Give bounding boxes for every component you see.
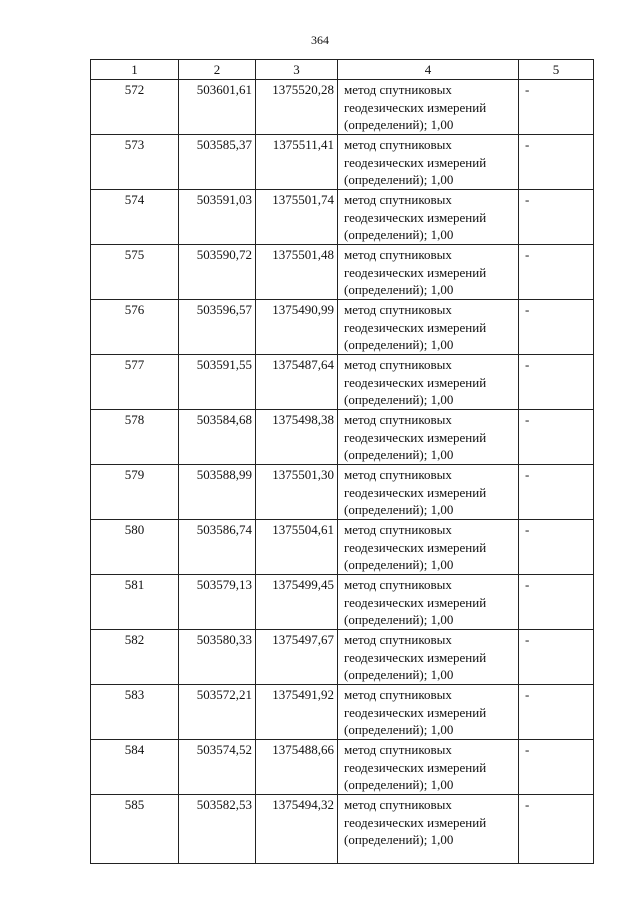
column-header: 3: [256, 60, 338, 80]
x-coordinate-cell: 503580,33: [179, 630, 256, 685]
method-cell: метод спутниковых геодезических измерений (определений); 1,00: [338, 520, 519, 575]
table-row: [91, 190, 594, 245]
y-coordinate-cell: 1375491,92: [256, 685, 338, 740]
x-coordinate-cell: 503585,37: [179, 135, 256, 190]
point-number-cell: 572: [91, 80, 179, 135]
note-cell: -: [519, 410, 594, 465]
y-coordinate-cell: 1375487,64: [256, 355, 338, 410]
table-row: [91, 685, 594, 740]
note-cell: -: [519, 685, 594, 740]
table-header-row: [91, 60, 594, 80]
note-cell: -: [519, 80, 594, 135]
y-coordinate-cell: 1375488,66: [256, 740, 338, 795]
point-number-cell: 575: [91, 245, 179, 300]
note-cell: -: [519, 740, 594, 795]
note-cell: -: [519, 355, 594, 410]
method-cell: метод спутниковых геодезических измерений (определений); 1,00: [338, 300, 519, 355]
point-number-cell: 585: [91, 795, 179, 864]
note-cell: -: [519, 190, 594, 245]
method-cell: метод спутниковых геодезических измерений (определений); 1,00: [338, 245, 519, 300]
method-cell: метод спутниковых геодезических измерений (определений); 1,00: [338, 410, 519, 465]
point-number-cell: 576: [91, 300, 179, 355]
table-row: [91, 575, 594, 630]
table-row: [91, 410, 594, 465]
page-number: 364: [311, 33, 329, 47]
table-row: [91, 795, 594, 864]
y-coordinate-cell: 1375511,41: [256, 135, 338, 190]
point-number-cell: 584: [91, 740, 179, 795]
note-cell: -: [519, 135, 594, 190]
point-number-cell: 580: [91, 520, 179, 575]
method-cell: метод спутниковых геодезических измерений (определений); 1,00: [338, 135, 519, 190]
x-coordinate-cell: 503582,53: [179, 795, 256, 864]
y-coordinate-cell: 1375501,48: [256, 245, 338, 300]
point-number-cell: 582: [91, 630, 179, 685]
method-cell: метод спутниковых геодезических измерений (определений); 1,00: [338, 630, 519, 685]
x-coordinate-cell: 503586,74: [179, 520, 256, 575]
method-cell: метод спутниковых геодезических измерений (определений); 1,00: [338, 465, 519, 520]
column-header: 4: [338, 60, 519, 80]
y-coordinate-cell: 1375497,67: [256, 630, 338, 685]
note-cell: -: [519, 795, 594, 864]
y-coordinate-cell: 1375504,61: [256, 520, 338, 575]
y-coordinate-cell: 1375499,45: [256, 575, 338, 630]
y-coordinate-cell: 1375498,38: [256, 410, 338, 465]
column-header: 2: [179, 60, 256, 80]
table-row: [91, 300, 594, 355]
column-header: 5: [519, 60, 594, 80]
point-number-cell: 581: [91, 575, 179, 630]
y-coordinate-cell: 1375520,28: [256, 80, 338, 135]
x-coordinate-cell: 503591,55: [179, 355, 256, 410]
method-cell: метод спутниковых геодезических измерений (определений); 1,00: [338, 740, 519, 795]
table-row: [91, 135, 594, 190]
note-cell: -: [519, 245, 594, 300]
note-cell: -: [519, 465, 594, 520]
note-cell: -: [519, 300, 594, 355]
column-header: 1: [91, 60, 179, 80]
table-row: [91, 520, 594, 575]
x-coordinate-cell: 503601,61: [179, 80, 256, 135]
table-row: [91, 245, 594, 300]
x-coordinate-cell: 503588,99: [179, 465, 256, 520]
method-cell: метод спутниковых геодезических измерений (определений); 1,00: [338, 575, 519, 630]
method-cell: метод спутниковых геодезических измерений (определений); 1,00: [338, 685, 519, 740]
point-number-cell: 583: [91, 685, 179, 740]
table-row: [91, 740, 594, 795]
x-coordinate-cell: 503591,03: [179, 190, 256, 245]
table-row: [91, 355, 594, 410]
note-cell: -: [519, 630, 594, 685]
note-cell: -: [519, 575, 594, 630]
x-coordinate-cell: 503572,21: [179, 685, 256, 740]
x-coordinate-cell: 503596,57: [179, 300, 256, 355]
method-cell: метод спутниковых геодезических измерений (определений); 1,00: [338, 795, 519, 864]
method-cell: метод спутниковых геодезических измерений (определений); 1,00: [338, 355, 519, 410]
coordinates-table: [90, 59, 594, 864]
y-coordinate-cell: 1375501,74: [256, 190, 338, 245]
table-row: [91, 80, 594, 135]
y-coordinate-cell: 1375490,99: [256, 300, 338, 355]
point-number-cell: 574: [91, 190, 179, 245]
method-cell: метод спутниковых геодезических измерений (определений); 1,00: [338, 80, 519, 135]
x-coordinate-cell: 503584,68: [179, 410, 256, 465]
y-coordinate-cell: 1375494,32: [256, 795, 338, 864]
method-cell: метод спутниковых геодезических измерений (определений); 1,00: [338, 190, 519, 245]
point-number-cell: 578: [91, 410, 179, 465]
point-number-cell: 573: [91, 135, 179, 190]
x-coordinate-cell: 503574,52: [179, 740, 256, 795]
x-coordinate-cell: 503590,72: [179, 245, 256, 300]
table-row: [91, 630, 594, 685]
point-number-cell: 577: [91, 355, 179, 410]
y-coordinate-cell: 1375501,30: [256, 465, 338, 520]
point-number-cell: 579: [91, 465, 179, 520]
note-cell: -: [519, 520, 594, 575]
table-row: [91, 465, 594, 520]
x-coordinate-cell: 503579,13: [179, 575, 256, 630]
